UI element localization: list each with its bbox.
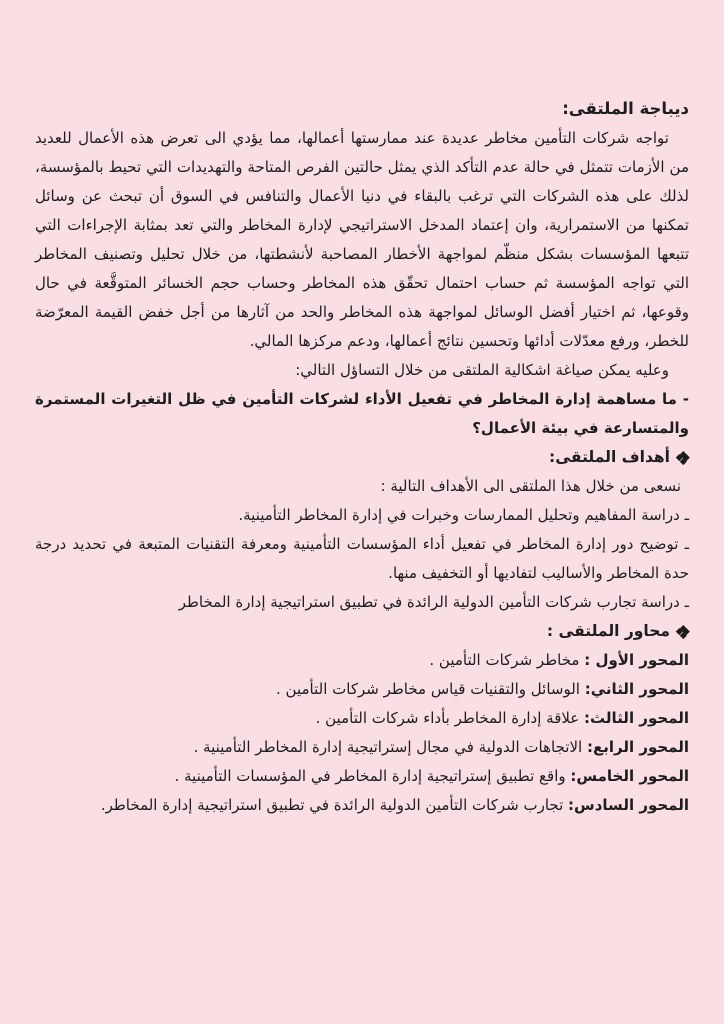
themes-heading bbox=[35, 617, 689, 646]
objective-item: ـ دراسة تجارب شركات التأمين الدولية الرائدة في تطبيق استراتيجية إدارة المخاطر bbox=[178, 593, 689, 611]
theme-label: المحور الثاني: bbox=[584, 680, 689, 698]
theme-text: علاقة إدارة المخاطر بأداء شركات التأمين . bbox=[315, 709, 580, 727]
theme-text: مخاطر شركات التأمين . bbox=[429, 651, 580, 669]
theme-item bbox=[35, 646, 689, 675]
themes-heading-label: محاور الملتقى : bbox=[546, 622, 670, 640]
intro-paragraph: تواجه شركات التأمين مخاطر عديدة عند ممارستها أعمالها، مما يؤدي الى تعرض هذه الأعمال للعديد من الأزمات تتمثل في حالة عدم التأكد الذي يمثل حالتين الفرص المتاحة والتهديدات التي تحيط بالمؤسسة، لذلك على هذه الشركات التي ترغب بالبقاء في دنيا الأعمال والتنافس في السوق أن تبحث عن وسائل تمكنها من الاستمرارية، وان إعتماد المدخل الاستراتيجي لإدارة المخاطر والتي تعد بمثابة الإجراءات التي تتبعها المؤسسات بشكل منظّم لمواجهة الأخطار المصاحبة لأنشطتها، من خلال تحليل وتصنيف المخاطر التي تواجه المؤسسة ثم حساب احتمال تحقّق هذه المخاطر وحساب حجم الخسائر المتوقَّعة في حال وقوعها، ثم اختيار أفضل الوسائل لمواجهة هذه المخاطر والحد من آثارها من أجل خفض القيمة المعرّضة للخطر، ورفع معدّلات أدائها وتحسين نتائج أعمالها، ودعم مركزها المالي. bbox=[35, 129, 689, 350]
objective-item: ـ دراسة المفاهيم وتحليل الممارسات وخبرات في إدارة المخاطر التأمينية. bbox=[238, 506, 689, 524]
theme-text: واقع تطبيق إستراتيجية إدارة المخاطر في المؤسسات التأمينية . bbox=[174, 767, 566, 785]
theme-label: المحور الأول : bbox=[584, 651, 689, 669]
document-title: ديباجة الملتقى: bbox=[562, 99, 689, 118]
problem-question: - ما مساهمة إدارة المخاطر في تفعيل الأداء لشركات التأمين في ظل التغيرات المستمرة والمتسارعة في بيئة الأعمال؟ bbox=[35, 390, 689, 437]
problem-intro: وعليه يمكن صياغة اشكالية الملتقى من خلال التساؤل التالي: bbox=[295, 361, 669, 379]
objectives-heading-label: أهداف الملتقى: bbox=[549, 448, 670, 466]
theme-label: المحور الثالث: bbox=[584, 709, 689, 727]
theme-text: الوسائل والتقنيات قياس مخاطر شركات التأمين . bbox=[276, 680, 580, 698]
theme-text: الاتجاهات الدولية في مجال إستراتيجية إدارة المخاطر التأمينية . bbox=[193, 738, 583, 756]
theme-item bbox=[35, 675, 689, 704]
theme-item bbox=[35, 733, 689, 762]
document-content bbox=[35, 94, 689, 820]
theme-label: المحور السادس: bbox=[568, 796, 689, 814]
theme-item bbox=[35, 791, 689, 820]
theme-text: تجارب شركات التأمين الدولية الرائدة في تطبيق استراتيجية إدارة المخاطر. bbox=[100, 796, 564, 814]
theme-item bbox=[35, 704, 689, 733]
objectives-intro: نسعى من خلال هذا الملتقى الى الأهداف التالية : bbox=[380, 477, 681, 495]
objective-item: ـ توضيح دور إدارة المخاطر في تفعيل أداء المؤسسات التأمينية ومعرفة التقنيات المتبعة في تحديد درجة حدة المخاطر والأساليب لتفاديها أو التخفيف منها. bbox=[35, 535, 689, 582]
theme-label: المحور الرابع: bbox=[586, 738, 689, 756]
theme-item bbox=[35, 762, 689, 791]
theme-label: المحور الخامس: bbox=[570, 767, 689, 785]
diamond-bullet-icon bbox=[677, 626, 689, 638]
diamond-bullet-icon bbox=[677, 452, 689, 464]
objectives-heading bbox=[35, 443, 689, 472]
